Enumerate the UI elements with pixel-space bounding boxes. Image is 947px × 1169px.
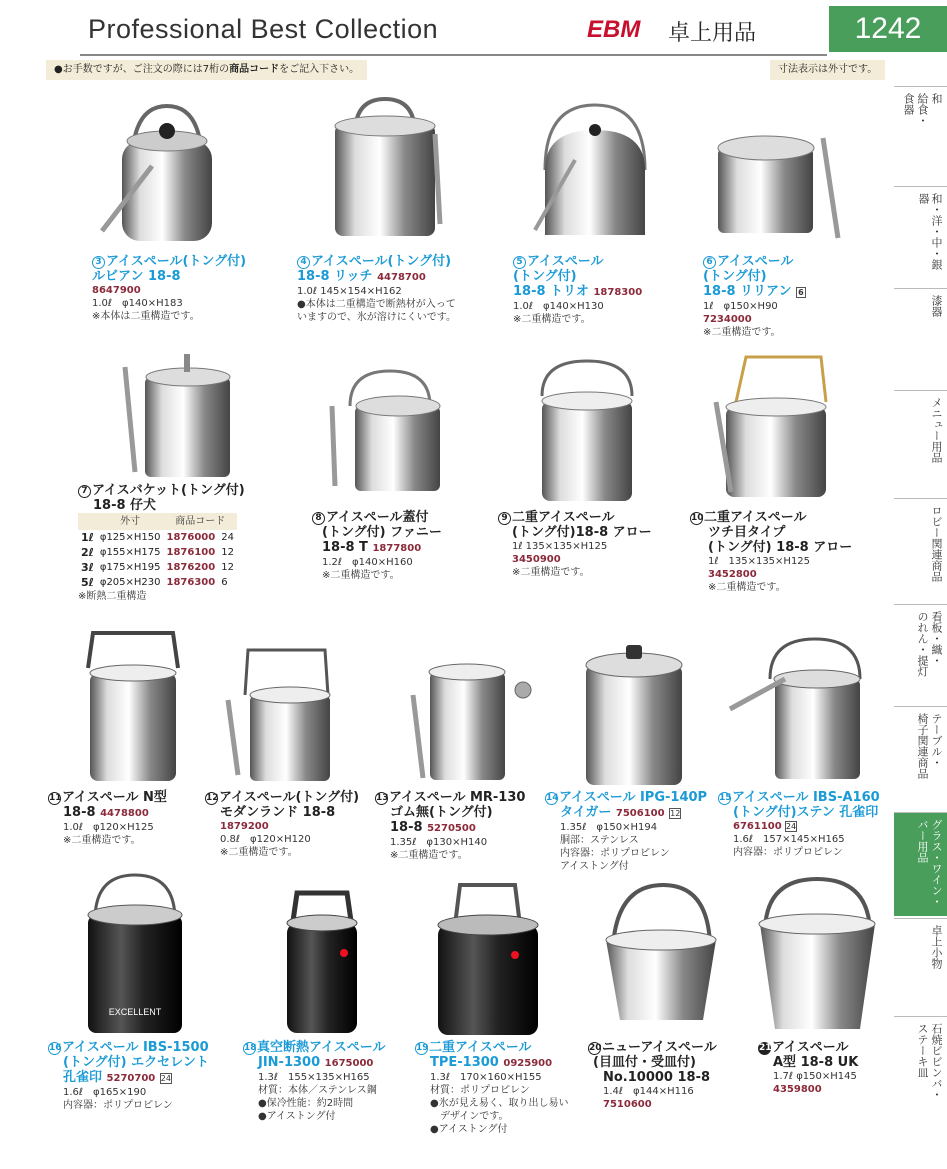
product-note: ※二重構造です。: [708, 582, 786, 593]
product-6: [703, 254, 806, 339]
capacity: 2ℓ: [81, 546, 94, 559]
capacity: 5ℓ: [81, 576, 94, 589]
side-tab-label: バー用品: [916, 819, 929, 863]
product-name-line2: (トング付) エクセレント: [63, 1055, 209, 1070]
product-name-line2: 18-8 仔犬: [93, 498, 157, 513]
item-number: 4: [297, 256, 310, 269]
brand-mark: EXCELLENT: [108, 1007, 162, 1017]
product-image-6: [708, 118, 848, 243]
product-code: 1876300: [166, 577, 216, 588]
side-tab-label: 看板・織・: [930, 611, 943, 666]
product-name-line2: (トング付)ステン 孔雀印: [733, 805, 879, 820]
product-3: [92, 254, 246, 323]
product-note: ※断熱二重構造: [78, 591, 147, 602]
side-tab-menu[interactable]: [894, 390, 947, 496]
pack-badge: 12: [221, 562, 234, 573]
side-tab-label: メニュー用品: [930, 397, 943, 463]
product-spec: 1.0ℓ φ140×H183: [92, 298, 183, 309]
product-name: アイスペール: [527, 254, 604, 269]
item-number: 19: [416, 1043, 429, 1053]
product-spec: 1ℓ 135×135×H125: [512, 541, 608, 552]
product-image-14: [578, 640, 688, 790]
side-tab-label: 和・洋・中・銀器: [917, 193, 943, 270]
product-name: ニューアイスペール: [602, 1040, 717, 1055]
side-tab-label: グラス・ワイン・: [930, 819, 943, 907]
product-11: [48, 790, 167, 847]
product-name-line3: 18-8 トリオ: [513, 284, 589, 299]
item-number: 15: [719, 793, 732, 803]
product-code: 5270500: [427, 823, 476, 834]
size: φ175×H195: [99, 562, 161, 573]
product-note: ●氷が見え易く、取り出し易い: [430, 1098, 569, 1109]
product-name-line2: ツチ目タイプ: [708, 525, 786, 540]
product-note: ※二重構造です。: [513, 314, 591, 325]
product-code: 1876200: [166, 562, 216, 573]
side-tab-label: 椅子関連商品: [916, 713, 929, 779]
side-tab-glass-bar[interactable]: [894, 812, 947, 916]
pack-badge: 24: [785, 822, 797, 831]
pack-badge: 12: [670, 809, 681, 818]
table-row: [78, 545, 237, 560]
side-tab-label: 卓上小物: [930, 925, 943, 969]
product-note: いますので、氷が溶けにくいです。: [297, 312, 456, 323]
product-note: ※二重構造です。: [703, 327, 781, 338]
table-row: [78, 575, 237, 590]
pack-badge: 6: [221, 577, 228, 588]
product-spec: 1.3ℓ 155×135×H165: [258, 1072, 370, 1083]
product-name-line2: ルビアン 18-8: [92, 269, 181, 284]
product-8: [312, 510, 442, 582]
product-spec: 1ℓ 135×135×H125: [708, 556, 811, 567]
catalog-title: Professional Best Collection: [88, 14, 439, 44]
product-note: ●保冷性能：約2時間: [258, 1098, 354, 1109]
product-name-line2: (トング付): [513, 269, 577, 284]
size: φ125×H150: [99, 532, 161, 543]
product-note: ※二重構造です。: [512, 567, 590, 578]
product-spec: 1ℓ φ150×H90: [703, 301, 778, 312]
product-7: [78, 483, 245, 603]
side-tab-ginki[interactable]: [894, 186, 947, 286]
product-note: ※二重構造です。: [322, 570, 400, 581]
product-code: 4478800: [100, 808, 149, 819]
item-number: 18: [244, 1043, 257, 1053]
product-material: 内容器：ポリプロピレン: [560, 848, 670, 859]
product-image-19: [430, 880, 545, 1040]
product-note: ●アイストング付: [430, 1124, 508, 1135]
product-name: アイスペール: [772, 1040, 849, 1055]
item-number: 8: [312, 512, 325, 525]
product-spec: 1.4ℓ φ144×H116: [603, 1086, 694, 1097]
product-13: [375, 790, 525, 862]
product-note: ※二重構造です。: [220, 847, 298, 858]
product-image-12: [220, 645, 340, 785]
pack-badge: 6: [798, 288, 804, 297]
product-image-18: [272, 888, 372, 1038]
product-spec: 0.8ℓ φ120×H120: [220, 834, 311, 845]
product-note: デザインです。: [430, 1111, 509, 1122]
product-name-line3: 孔雀印: [63, 1070, 103, 1085]
product-name: アイスペール(トング付): [311, 254, 452, 269]
product-image-13: [405, 660, 535, 785]
item-number: 3: [92, 256, 105, 269]
product-image-10: [706, 352, 836, 502]
product-image-3: [92, 96, 242, 251]
product-name: アイスペール MR-130: [389, 790, 526, 805]
product-spec: 1.6ℓ φ165×190: [63, 1087, 147, 1098]
product-name: 二重アイスペール: [704, 510, 807, 525]
product-material: 胴部：ステンレス: [560, 835, 639, 846]
product-name-line2: 18-8: [63, 805, 96, 820]
side-tab-tabletop[interactable]: [894, 918, 947, 1014]
notice-text-end: をご記入下さい。: [279, 64, 360, 75]
product-21: [758, 1040, 858, 1096]
side-tab-shikki[interactable]: [894, 288, 947, 388]
side-tab-label: ステーキ皿: [916, 1023, 929, 1078]
product-code: 1878300: [593, 287, 643, 298]
product-name: アイスペール IBS-1500: [62, 1040, 209, 1055]
product-name-line2: (目皿付・受皿付): [593, 1055, 696, 1070]
item-number: 13: [376, 793, 389, 803]
size: φ155×H175: [99, 547, 161, 558]
product-5: [513, 254, 642, 326]
product-name: アイスペール蓋付: [326, 510, 429, 525]
product-material: 内容器：ポリプロピレン: [733, 847, 843, 858]
product-name: アイスペール(トング付): [106, 254, 247, 269]
product-name: アイスペール N型: [62, 790, 167, 805]
product-code: 7234000: [703, 314, 752, 325]
product-name-line3: 18-8 リリアン: [703, 284, 792, 299]
product-note: ※二重構造です。: [390, 850, 468, 861]
page-number: 1242: [829, 6, 947, 52]
notice-bold: 商品コード: [229, 64, 280, 75]
dimension-note: 寸法表示は外寸です。: [770, 60, 885, 80]
product-image-4: [320, 94, 460, 244]
product-code: 4478700: [377, 272, 426, 283]
pack-badge: 24: [160, 1074, 171, 1083]
capacity: 1ℓ: [81, 531, 94, 544]
product-image-9: [532, 356, 642, 506]
side-tab-table[interactable]: [894, 706, 947, 810]
product-spec: 1.35ℓ φ150×H194: [560, 822, 658, 833]
product-spec: 1.3ℓ 170×160×H155: [430, 1072, 542, 1083]
product-name-line2: TPE-1300: [430, 1055, 499, 1070]
product-note: ●本体は二重構造で断熱材が入って: [297, 299, 456, 310]
product-16: [48, 1040, 209, 1112]
item-number: 20: [589, 1043, 602, 1053]
product-name-line3: No.10000 18-8: [603, 1070, 711, 1085]
product-name-line3: (トング付) 18-8 アロー: [708, 540, 853, 555]
header-rule: [80, 54, 827, 56]
table-header: 商品コード: [164, 513, 237, 530]
product-15: [718, 790, 880, 859]
product-name-line2: A型 18-8 UK: [773, 1055, 859, 1070]
product-18: [243, 1040, 385, 1123]
item-number: 10: [691, 513, 704, 523]
product-code: 5270700: [106, 1073, 156, 1084]
side-tab-label: 食器: [902, 93, 915, 115]
item-number: 9: [498, 512, 511, 525]
product-spec: 1.6ℓ 157×145×H165: [733, 834, 845, 845]
product-name-line3: 18-8: [390, 820, 423, 835]
product-spec: 1.7ℓ φ150×H145: [773, 1071, 857, 1082]
notice-text: ●お手数ですが、ご注文の際には7桁の: [54, 64, 230, 75]
product-image-20: [598, 880, 723, 1040]
product-name-line2: (トング付) ファニー: [322, 525, 442, 540]
product-image-11: [78, 628, 188, 788]
table-header: 外寸: [97, 513, 164, 530]
product-code: 1877800: [372, 543, 422, 554]
product-name-line3: 18-8 T: [322, 540, 368, 555]
product-name-line2: (トング付)18-8 アロー: [512, 525, 652, 540]
product-spec: 1.2ℓ φ140×H160: [322, 557, 413, 568]
product-10: [690, 510, 852, 594]
side-tab-lobby[interactable]: [894, 498, 947, 602]
table-row: [78, 530, 237, 545]
product-code: 0925900: [503, 1058, 553, 1069]
product-material: 内容器：ポリプロピレン: [63, 1100, 173, 1111]
item-number: 6: [703, 256, 716, 269]
product-name: アイスペール IPG-140P: [559, 790, 708, 805]
product-code: 1876000: [166, 532, 216, 543]
product-spec: 1.0ℓ 145×154×H162: [297, 286, 402, 297]
side-tab-stoneware[interactable]: [894, 1016, 947, 1116]
item-number: 16: [49, 1043, 62, 1053]
product-code: 4359800: [773, 1084, 822, 1095]
side-tab-label: 和: [930, 93, 943, 104]
table-row: [78, 560, 237, 575]
product-name: 真空断熱アイスペール: [257, 1040, 386, 1055]
side-tab-label: 給食・: [916, 93, 929, 126]
product-code: 1879200: [220, 821, 269, 832]
side-tab-label: ロビー関連商品: [930, 505, 943, 582]
product-name-line2: ゴム無(トング付): [390, 805, 493, 820]
product-name-line2: タイガー: [560, 805, 612, 820]
product-spec: 1.0ℓ φ120×H125: [63, 822, 154, 833]
side-tab-label: 漆器: [930, 295, 943, 317]
product-code: 8647900: [92, 285, 141, 296]
product-14: [545, 790, 707, 873]
product-image-15: [725, 634, 870, 782]
product-note: ※本体は二重構造です。: [92, 311, 200, 322]
category-title: 卓上用品: [668, 21, 757, 46]
size-table: [78, 513, 237, 590]
item-number: 21: [759, 1043, 772, 1053]
product-spec: 1.35ℓ φ130×H140: [390, 837, 488, 848]
size: φ205×H230: [99, 577, 161, 588]
product-4: [297, 254, 456, 324]
brand-logo: EBM: [587, 16, 641, 43]
product-name-line2: JIN-1300: [258, 1055, 321, 1070]
product-note: アイストング付: [560, 861, 629, 872]
item-number: 12: [206, 793, 219, 803]
product-note: ※二重構造です。: [63, 835, 141, 846]
pack-badge: 24: [221, 532, 234, 543]
product-name: アイスバケット(トング付): [92, 483, 245, 498]
product-9: [498, 510, 652, 579]
product-code: 1876100: [166, 547, 216, 558]
product-name: 二重アイスペール: [512, 510, 615, 525]
product-name: アイスペール(トング付): [219, 790, 360, 805]
product-image-5: [525, 100, 665, 245]
product-code: 3450900: [512, 554, 561, 565]
product-name-line2: モダンランド 18-8: [220, 805, 336, 820]
product-code: 7510600: [603, 1099, 652, 1110]
product-material: 材質：本体／ステンレス鋼: [258, 1085, 377, 1096]
product-name-line2: 18-8 リッチ: [297, 269, 373, 284]
product-spec: 1.0ℓ φ140×H130: [513, 301, 604, 312]
product-12: [205, 790, 359, 859]
product-code: 7506100: [615, 808, 665, 819]
product-image-21: [755, 874, 880, 1034]
side-tab-label: のれん・提灯: [916, 611, 929, 677]
product-name: 二重アイスペール: [429, 1040, 532, 1055]
side-tab-washoku[interactable]: [894, 86, 947, 182]
side-tab-label: テーブル・: [930, 713, 943, 768]
product-name: アイスペール IBS-A160: [732, 790, 880, 805]
item-number: 7: [78, 485, 91, 498]
side-tab-signage[interactable]: [894, 604, 947, 704]
product-image-16: [80, 870, 190, 1038]
product-image-8: [320, 366, 460, 496]
product-code: 6761100: [733, 821, 782, 832]
pack-badge: 12: [221, 547, 234, 558]
product-19: [415, 1040, 569, 1136]
side-tab-label: 石焼ビビンバ・: [930, 1023, 943, 1100]
item-number: 11: [49, 793, 62, 803]
product-name: アイスペール: [717, 254, 794, 269]
capacity: 3ℓ: [81, 561, 94, 574]
product-code: 3452800: [708, 569, 757, 580]
product-material: 材質：ポリプロピレン: [430, 1085, 530, 1096]
product-name-line2: (トング付): [703, 269, 767, 284]
item-number: 5: [513, 256, 526, 269]
item-number: 14: [546, 793, 559, 803]
product-note: ●アイストング付: [258, 1111, 336, 1122]
product-code: 1675000: [324, 1058, 374, 1069]
product-20: [588, 1040, 717, 1111]
order-notice: [46, 60, 367, 80]
product-image-7: [110, 352, 250, 482]
